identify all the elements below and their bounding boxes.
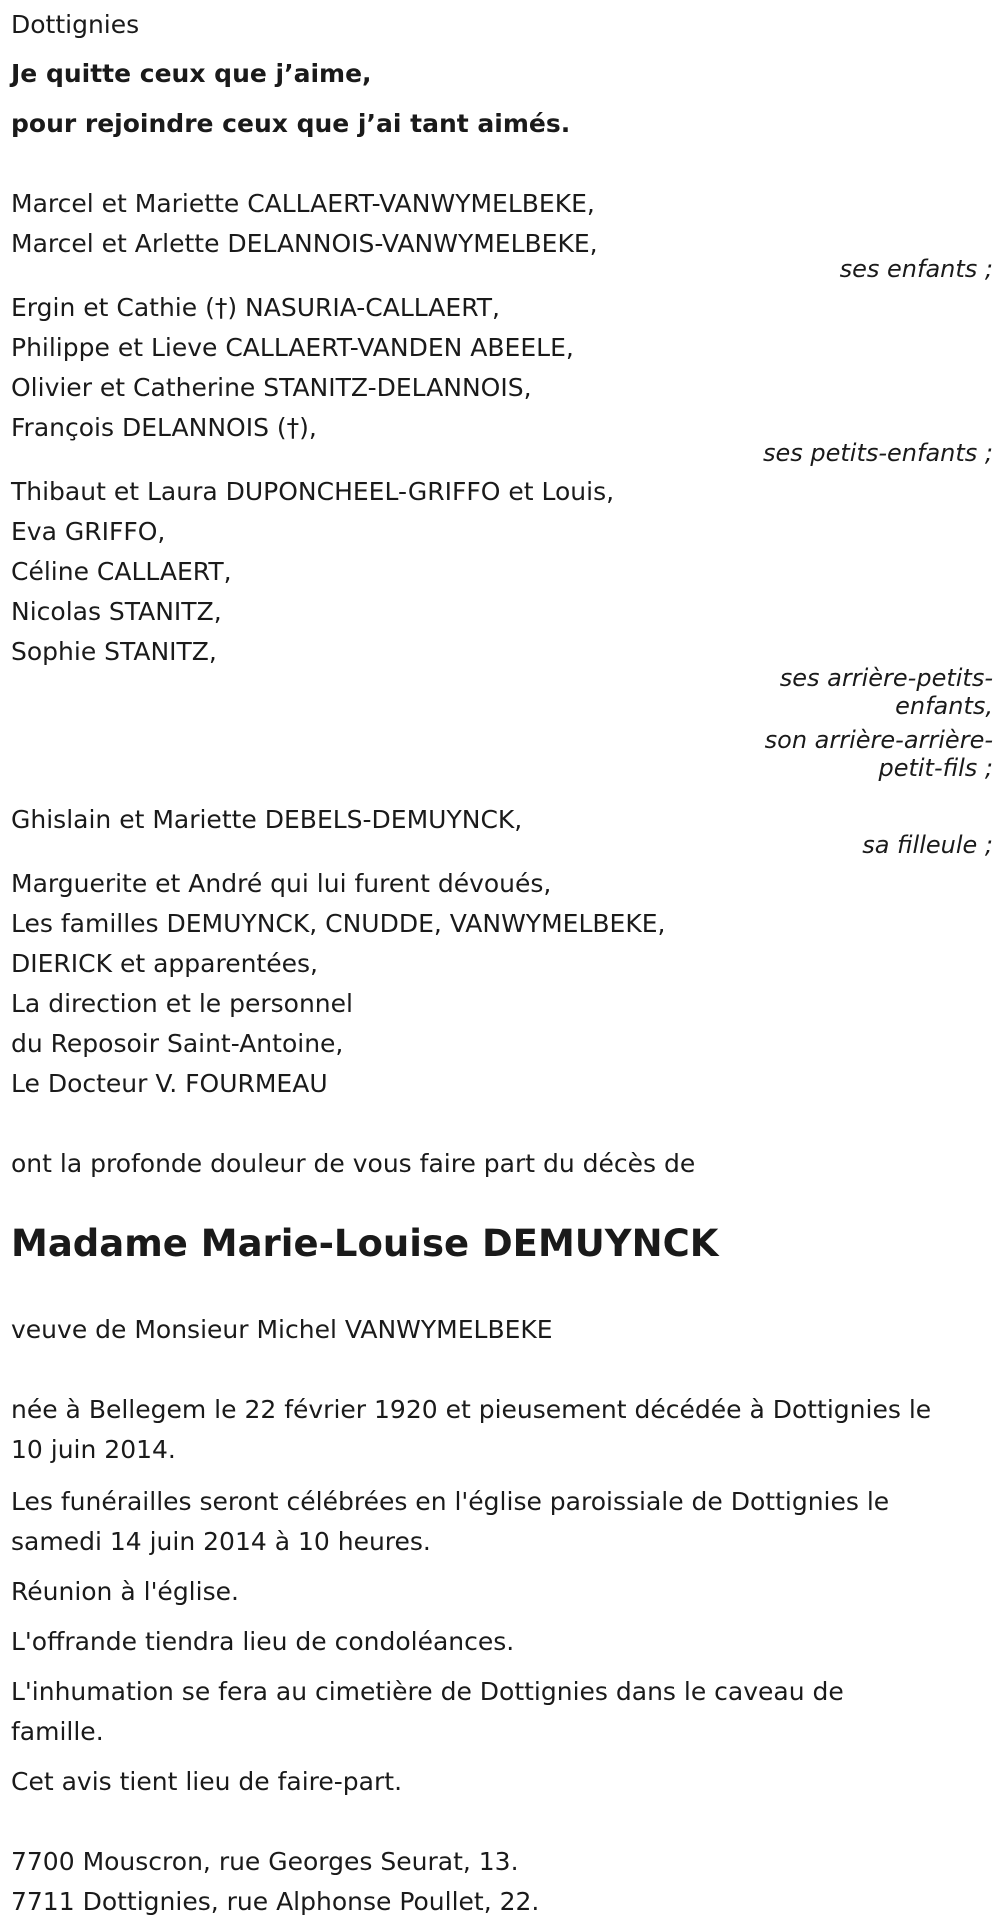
relation-label: ses enfants ; bbox=[839, 255, 993, 283]
mourner-line: Ghislain et Mariette DEBELS-DEMUYNCK, bbox=[11, 805, 523, 834]
detail-line: 10 juin 2014. bbox=[11, 1435, 176, 1464]
mourner-line: Le Docteur V. FOURMEAU bbox=[11, 1069, 328, 1098]
mourner-line: Céline CALLAERT, bbox=[11, 557, 232, 586]
mourner-line: Thibaut et Laura DUPONCHEEL-GRIFFO et Louis, bbox=[11, 477, 615, 506]
announcement: ont la profonde douleur de vous faire part du décès de bbox=[11, 1149, 696, 1178]
relation-label: ses arrière-petits-enfants, bbox=[779, 664, 993, 720]
verse-line: Je quitte ceux que j’aime, bbox=[11, 59, 372, 88]
detail-line: famille. bbox=[11, 1717, 104, 1746]
mourner-line: Eva GRIFFO, bbox=[11, 517, 166, 546]
relation-label: sa filleule ; bbox=[862, 831, 993, 859]
mourner-line: Marcel et Arlette DELANNOIS-VANWYMELBEKE, bbox=[11, 229, 598, 258]
deceased-name: Madame Marie-Louise DEMUYNCK bbox=[11, 1222, 719, 1265]
mourner-line: Les familles DEMUYNCK, CNUDDE, VANWYMELBEKE, bbox=[11, 909, 666, 938]
mourner-line: Olivier et Catherine STANITZ-DELANNOIS, bbox=[11, 373, 532, 402]
mourner-line: François DELANNOIS (†), bbox=[11, 413, 317, 442]
widow-of: veuve de Monsieur Michel VANWYMELBEKE bbox=[11, 1315, 553, 1344]
detail-line: Réunion à l'église. bbox=[11, 1577, 239, 1606]
detail-line: samedi 14 juin 2014 à 10 heures. bbox=[11, 1527, 431, 1556]
detail-line: Les funérailles seront célébrées en l'église paroissiale de Dottignies le bbox=[11, 1487, 890, 1516]
relation-label: son arrière-arrière-petit-fils ; bbox=[764, 726, 993, 782]
relation-label: ses petits-enfants ; bbox=[762, 439, 993, 467]
mourner-line: DIERICK et apparentées, bbox=[11, 949, 318, 978]
detail-line: Cet avis tient lieu de faire-part. bbox=[11, 1767, 403, 1796]
mourner-line: Marcel et Mariette CALLAERT-VANWYMELBEKE, bbox=[11, 189, 595, 218]
mourner-line: du Reposoir Saint-Antoine, bbox=[11, 1029, 344, 1058]
detail-line: née à Bellegem le 22 février 1920 et pieusement décédée à Dottignies le bbox=[11, 1395, 932, 1424]
address-line: 7700 Mouscron, rue Georges Seurat, 13. bbox=[11, 1847, 519, 1876]
mourner-line: La direction et le personnel bbox=[11, 989, 353, 1018]
detail-line: L'offrande tiendra lieu de condoléances. bbox=[11, 1627, 515, 1656]
mourner-line: Sophie STANITZ, bbox=[11, 637, 217, 666]
mourner-line: Ergin et Cathie (†) NASURIA-CALLAERT, bbox=[11, 293, 500, 322]
address-line: 7711 Dottignies, rue Alphonse Poullet, 22. bbox=[11, 1887, 540, 1916]
mourner-line: Philippe et Lieve CALLAERT-VANDEN ABEELE, bbox=[11, 333, 574, 362]
verse-line: pour rejoindre ceux que j’ai tant aimés. bbox=[11, 109, 571, 138]
locality: Dottignies bbox=[11, 10, 140, 39]
mourner-line: Marguerite et André qui lui furent dévoués, bbox=[11, 869, 552, 898]
detail-line: L'inhumation se fera au cimetière de Dottignies dans le caveau de bbox=[11, 1677, 844, 1706]
mourner-line: Nicolas STANITZ, bbox=[11, 597, 222, 626]
